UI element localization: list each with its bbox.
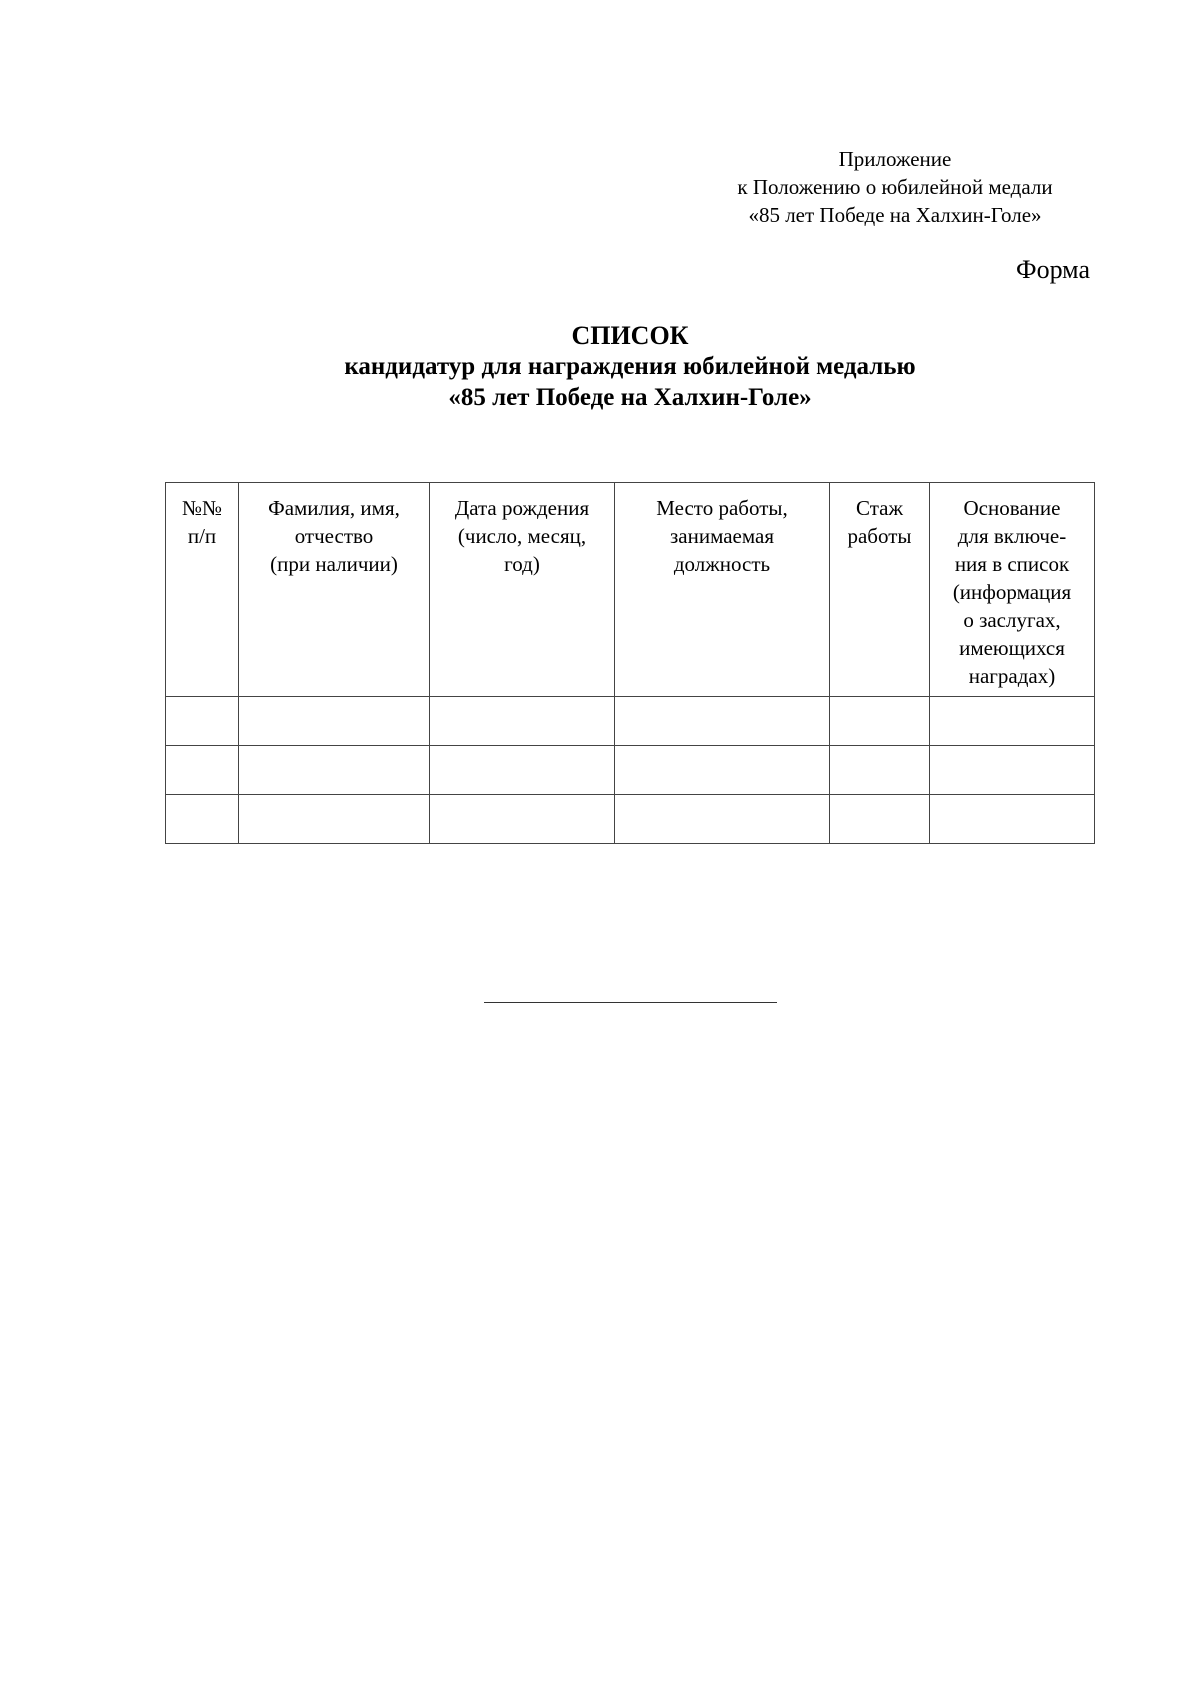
header-text: отчество <box>294 524 374 548</box>
title-line-2: кандидатур для награждения юбилейной медалью <box>344 353 916 380</box>
table-cell[interactable] <box>239 795 430 844</box>
table-cell[interactable] <box>830 746 930 795</box>
header-text: для включе- <box>957 524 1067 548</box>
table-cell[interactable] <box>830 697 930 746</box>
table-cell[interactable] <box>239 746 430 795</box>
title-line-3: «85 лет Победе на Халхин-Голе» <box>448 384 812 411</box>
header-text: год) <box>504 552 540 576</box>
table-cell[interactable] <box>166 795 239 844</box>
header-text: п/п <box>187 524 217 548</box>
table-cell[interactable] <box>930 746 1095 795</box>
table-cell[interactable] <box>430 697 615 746</box>
form-label: Форма <box>1016 255 1090 284</box>
header-text: наградах) <box>968 664 1056 688</box>
table-row <box>166 795 1095 844</box>
table-row <box>166 697 1095 746</box>
header-cell-number <box>166 483 239 697</box>
title-main: СПИСОК <box>571 321 689 350</box>
table-cell[interactable] <box>166 697 239 746</box>
header-text: о заслугах, <box>963 608 1061 632</box>
header-text: Дата рождения <box>454 496 590 520</box>
header-cell-grounds <box>930 483 1095 697</box>
document-title <box>0 320 1200 413</box>
header-text: Стаж <box>856 496 903 520</box>
header-text: №№ <box>181 496 223 520</box>
header-text: работы <box>847 524 912 548</box>
header-text: (число, месяц, <box>457 524 587 548</box>
header-text: Место работы, <box>656 496 788 520</box>
appendix-line-1: Приложение <box>838 147 952 171</box>
header-text: Основание <box>963 496 1061 520</box>
signature-line <box>484 1002 777 1003</box>
header-text: должность <box>673 552 771 576</box>
table-cell[interactable] <box>430 795 615 844</box>
table-cell[interactable] <box>239 697 430 746</box>
table-cell[interactable] <box>930 697 1095 746</box>
header-cell-birth-date <box>430 483 615 697</box>
header-text: занимаемая <box>669 524 774 548</box>
appendix-line-2: к Положению о юбилейной медали <box>737 175 1053 199</box>
appendix-line-3: «85 лет Победе на Халхин-Голе» <box>748 203 1042 227</box>
table-cell[interactable] <box>615 795 830 844</box>
header-text: Фамилия, имя, <box>268 496 400 520</box>
header-cell-experience <box>830 483 930 697</box>
header-cell-workplace <box>615 483 830 697</box>
table-row <box>166 746 1095 795</box>
header-text: (информация <box>952 580 1072 604</box>
header-text: имеющихся <box>959 636 1065 660</box>
table-cell[interactable] <box>615 746 830 795</box>
header-text: (при наличии) <box>270 552 398 576</box>
table-cell[interactable] <box>430 746 615 795</box>
table-cell[interactable] <box>830 795 930 844</box>
appendix-note <box>700 145 1090 229</box>
table-cell[interactable] <box>930 795 1095 844</box>
candidates-table <box>165 482 1095 844</box>
header-text: ния в список <box>954 552 1070 576</box>
header-cell-full-name <box>239 483 430 697</box>
table-cell[interactable] <box>615 697 830 746</box>
table-header-row <box>166 483 1095 697</box>
table-cell[interactable] <box>166 746 239 795</box>
